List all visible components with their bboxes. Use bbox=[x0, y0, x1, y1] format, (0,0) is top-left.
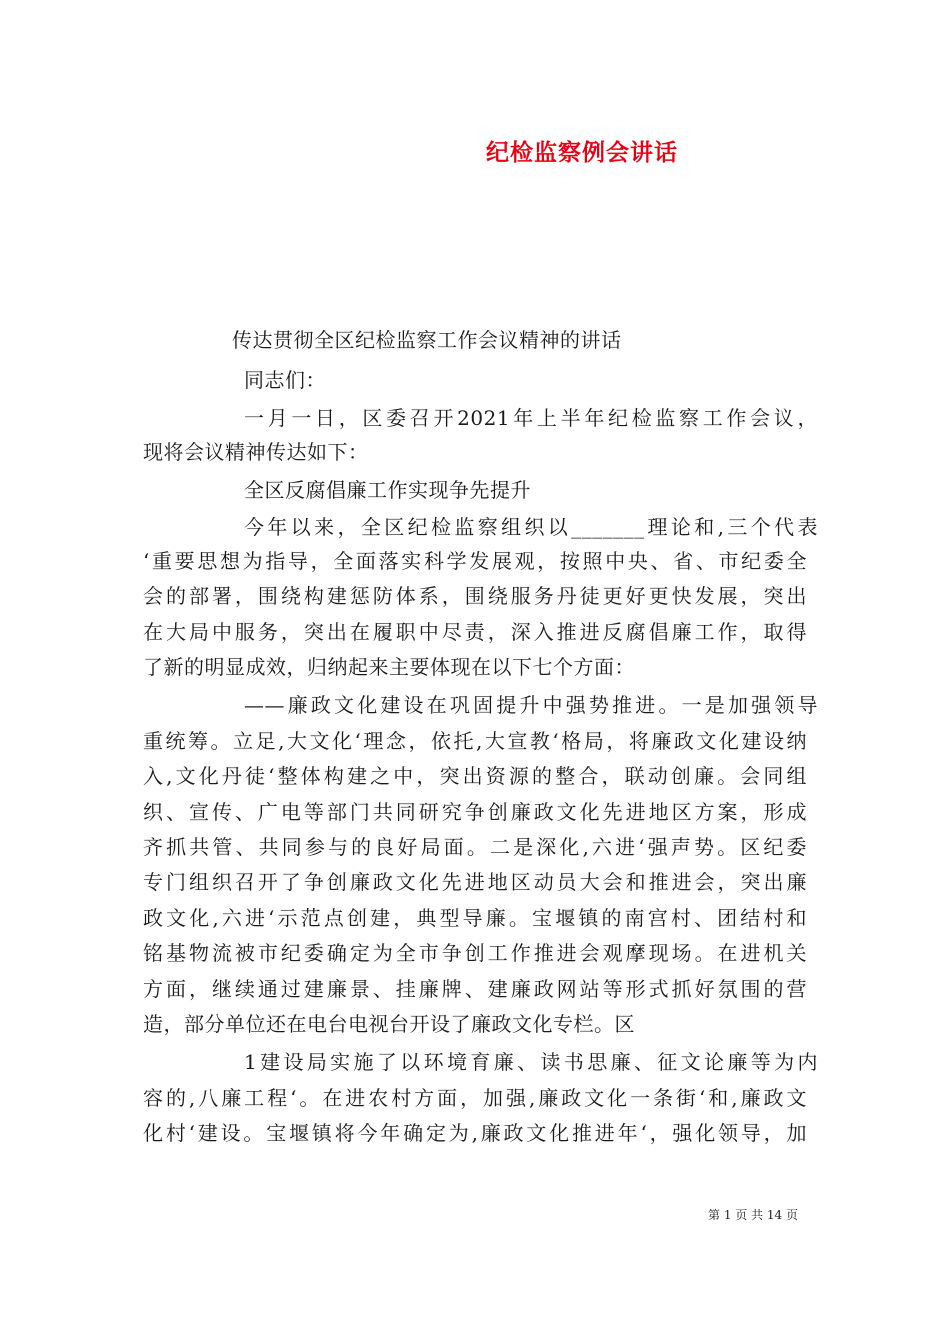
salutation: 同志们： bbox=[244, 368, 326, 392]
paragraph-line: 现将会议精神传达如下： bbox=[143, 440, 369, 464]
paragraph-line: 齐抓共管、共同参与的良好局面。二是深化,六进‘强声势。区纪委 bbox=[143, 835, 807, 859]
paragraph-line: 在大局中服务，突出在履职中尽责，深入推进反腐倡廉工作，取得 bbox=[143, 620, 807, 644]
paragraph-line: 造，部分单位还在电台电视台开设了廉政文化专栏。区 bbox=[143, 1012, 635, 1036]
paragraph-line: 了新的明显成效，归纳起来主要体现在以下七个方面： bbox=[143, 655, 635, 679]
paragraph-line: 会的部署，围绕构建惩防体系，围绕服务丹徒更好更快发展，突出 bbox=[143, 584, 807, 608]
document-subtitle: 传达贯彻全区纪检监察工作会议精神的讲话 bbox=[232, 328, 622, 352]
paragraph-line: 今年以来，全区纪检监察组织以_______理论和,三个代表 bbox=[244, 515, 818, 539]
section-heading: 全区反腐倡廉工作实现争先提升 bbox=[244, 478, 531, 502]
paragraph-line: 政文化,六进‘示范点创建，典型导廉。宝堰镇的南宫村、团结村和 bbox=[143, 906, 807, 930]
paragraph-line: 化村‘建设。宝堰镇将今年确定为,廉政文化推进年‘，强化领导，加 bbox=[143, 1121, 807, 1145]
paragraph-line: 一月一日，区委召开2021年上半年纪检监察工作会议， bbox=[244, 406, 818, 430]
paragraph-line: 方面，继续通过建廉景、挂廉牌、建廉政网站等形式抓好氛围的营 bbox=[143, 977, 807, 1001]
paragraph-line: ‘重要思想为指导，全面落实科学发展观，按照中央、省、市纪委全 bbox=[143, 549, 807, 573]
document-title: 纪检监察例会讲话 bbox=[486, 139, 678, 166]
page-indicator: 第 1 页 共 14 页 bbox=[708, 1208, 798, 1222]
paragraph-line: 入,文化丹徒‘整体构建之中，突出资源的整合，联动创廉。会同组 bbox=[143, 764, 807, 788]
paragraph-line: 1建设局实施了以环境育廉、读书思廉、征文论廉等为内 bbox=[244, 1050, 818, 1074]
paragraph-line: 铭基物流被市纪委确定为全市争创工作推进会观摩现场。在进机关 bbox=[143, 941, 807, 965]
paragraph-line: ——廉政文化建设在巩固提升中强势推进。一是加强领导 bbox=[244, 693, 818, 717]
paragraph-line: 织、宣传、广电等部门共同研究争创廉政文化先进地区方案，形成 bbox=[143, 800, 807, 824]
paragraph-line: 重统筹。立足,大文化‘理念，依托,大宣教‘格局，将廉政文化建设纳 bbox=[143, 729, 807, 753]
paragraph-line: 容的,八廉工程‘。在进农村方面，加强,廉政文化一条街‘和,廉政文 bbox=[143, 1086, 807, 1110]
paragraph-line: 专门组织召开了争创廉政文化先进地区动员大会和推进会，突出廉 bbox=[143, 870, 807, 894]
